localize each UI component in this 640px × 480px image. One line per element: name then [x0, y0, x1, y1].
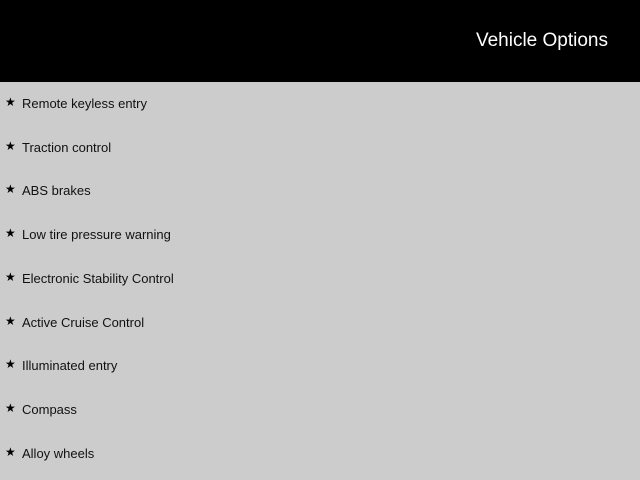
list-item	[0, 225, 640, 245]
option-label: Electronic Stability Control	[22, 271, 174, 286]
star-icon: ★	[5, 182, 16, 196]
option-label: Compass	[22, 402, 77, 417]
list-item	[0, 313, 640, 333]
option-label: Traction control	[22, 140, 112, 155]
list-item	[0, 444, 640, 464]
options-panel	[0, 82, 640, 480]
star-icon: ★	[5, 226, 16, 240]
list-item	[0, 181, 640, 201]
star-icon: ★	[5, 270, 16, 284]
list-item	[0, 269, 640, 289]
option-label: Low tire pressure warning	[22, 227, 171, 242]
list-item	[0, 400, 640, 420]
star-icon: ★	[5, 357, 16, 371]
list-item	[0, 94, 640, 114]
page-title: Vehicle Options	[475, 30, 608, 51]
star-icon: ★	[5, 445, 16, 459]
list-item	[0, 138, 640, 158]
star-icon: ★	[5, 314, 16, 328]
list-item	[0, 356, 640, 376]
star-icon: ★	[5, 95, 16, 109]
option-label: Illuminated entry	[22, 358, 118, 373]
option-label: Alloy wheels	[22, 446, 95, 461]
option-label: Active Cruise Control	[22, 315, 145, 330]
option-label: Remote keyless entry	[22, 96, 147, 111]
star-icon: ★	[5, 401, 16, 415]
star-icon: ★	[5, 139, 16, 153]
header-bar	[0, 0, 640, 82]
option-label: ABS brakes	[22, 183, 91, 198]
